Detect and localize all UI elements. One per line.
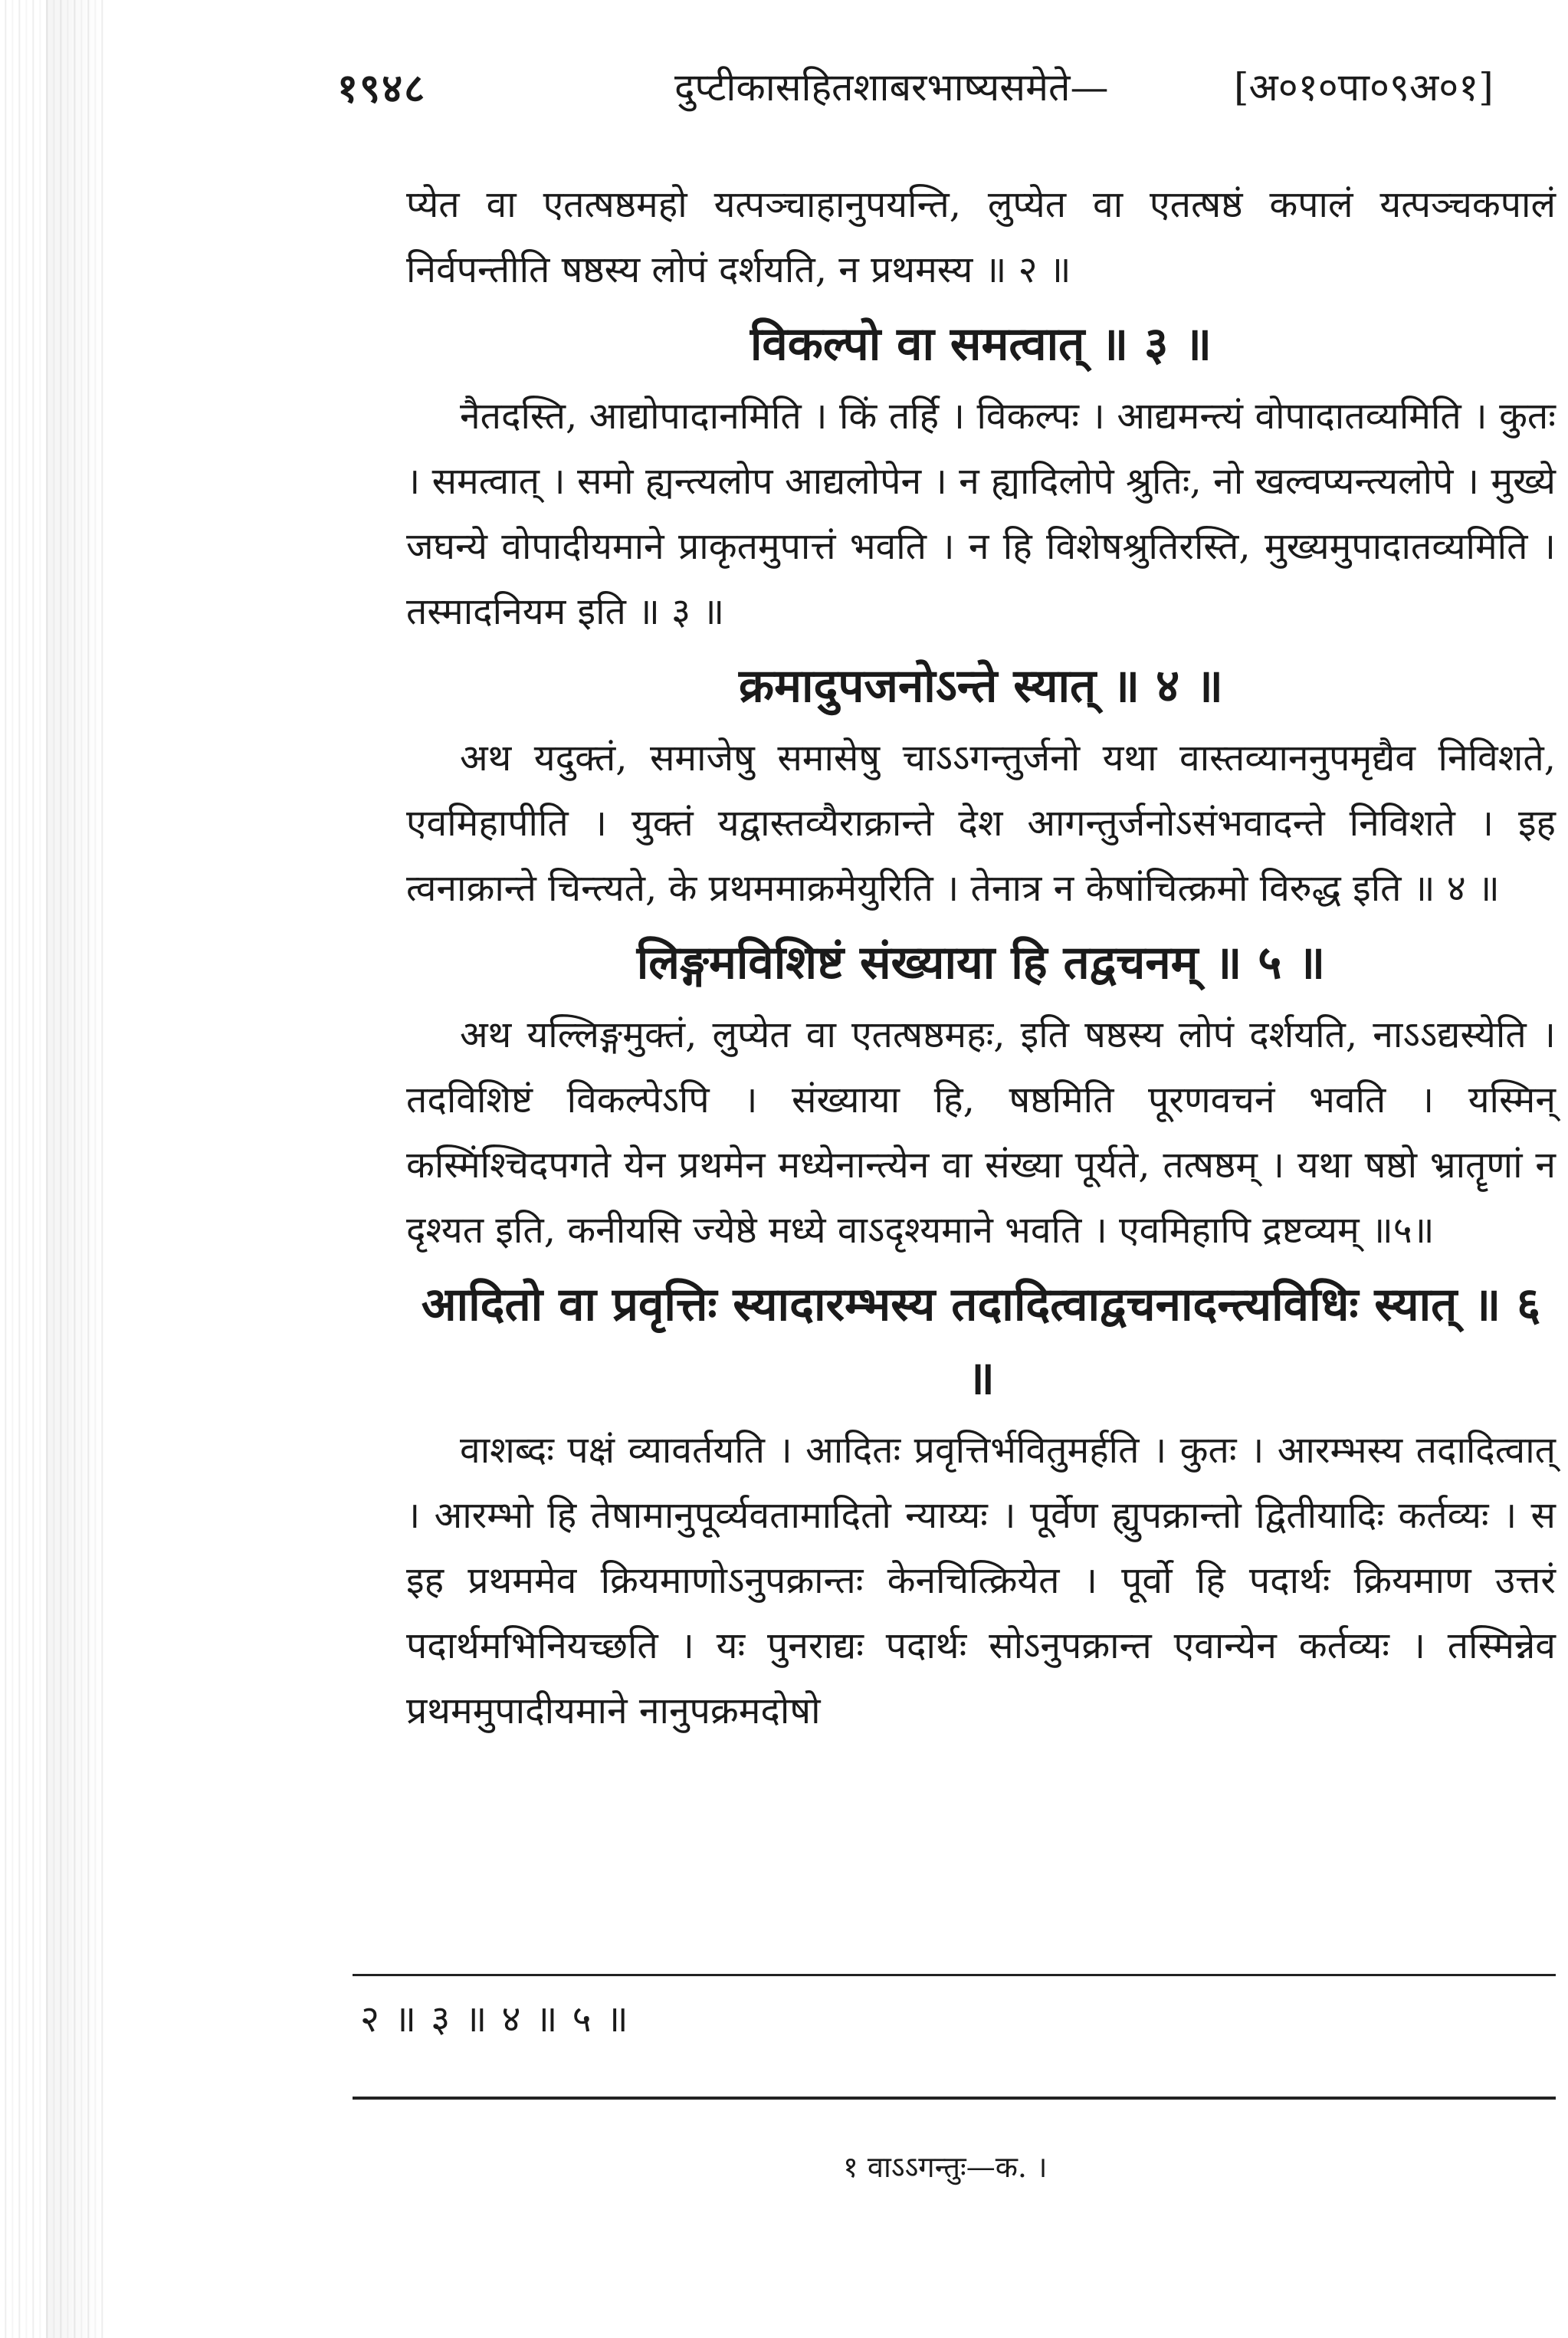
text-paragraph: अथ यल्लिङ्गमुक्तं, लुप्येत वा एतत्षष्ठमहः, इति षष्ठस्य लोपं दर्शयति, नाऽऽद्यस्येति । तदविशिष्टं विकल्पेऽपि । संख्याया हि, षष्ठमिति पूरणवचनं भवति । यस्मिन् कस्मिंश्चिदपगते येन प्रथमेन मध्येनान्त्येन वा संख्या पूर्यते, तत्षष्ठम् । यथा षष्ठो भ्रातॄणां न दृश्यत इति, कनीयसि ज्येष्ठे मध्ये वाऽदृश्यमाने भवति । एवमिहापि द्रष्टव्यम् ॥५॥: [406, 1013, 1556, 1252]
sutra-heading: विकल्पो वा समत्वात् ॥ ३ ॥: [750, 317, 1212, 371]
binding-shadow: [0, 0, 107, 2338]
footer-rule-top: [353, 1974, 1556, 1976]
text-paragraph: नैतदस्ति, आद्योपादानमिति । किं तर्हि । विकल्पः । आद्यमन्त्यं वोपादातव्यमिति । कुतः । समत्वात् । समो ह्यन्त्यलोप आद्यलोपेन । न ह्यादिलोपे श्रुतिः, नो खल्वप्यन्त्यलोपे । मुख्ये जघन्ये वोपादीयमाने प्राकृतमुपात्तं भवति । न हि विशेषश्रुतिरस्ति, मुख्यमुपादातव्यमिति । तस्मादनियम इति ॥ ३ ॥: [406, 395, 1556, 633]
footnote: १ वाऽऽगन्तुः—क. ।: [843, 2150, 1048, 2184]
main-text: [406, 172, 1556, 1744]
text-paragraph: अथ यदुक्तं, समाजेषु समासेषु चाऽऽगन्तुर्जनो यथा वास्तव्याननुपमृद्यैव निविशते, एवमिहापीति । युक्तं यद्वास्तव्यैराक्रान्ते देश आगन्तुर्जनोऽसंभवादन्ते निविशते । इह त्वनाक्रान्ते चिन्त्यते, के प्रथममाक्रमेयुरिति । तेनात्र न केषांचित्क्रमो विरुद्ध इति ॥ ४ ॥: [406, 737, 1556, 910]
section-reference: [अ०१०पा०९अ०१]: [1234, 65, 1494, 110]
page-header: [337, 60, 1563, 144]
text-paragraph: प्येत वा एतत्षष्ठमहो यत्पञ्चाहानुपयन्ति, लुप्येत वा एतत्षष्ठं कपालं यत्पञ्चकपालं निर्वपन्तीति षष्ठस्य लोपं दर्शयति, न प्रथमस्य ॥ २ ॥: [406, 183, 1556, 291]
running-title: दुप्टीकासहितशाबरभाष्यसमेते—: [674, 65, 1109, 110]
sutra-heading: आदितो वा प्रवृत्तिः स्यादारम्भस्य तदादित्वाद्वचनादन्त्यविधिः स्यात् ॥ ६ ॥: [421, 1278, 1541, 1405]
text-paragraph: वाशब्दः पक्षं व्यावर्तयति । आदितः प्रवृत्तिर्भवितुमर्हति । कुतः । आरम्भस्य तदादित्वात् । आरम्भो हि तेषामानुपूर्व्यवतामादितो न्याय्यः । पूर्वेण ह्युपक्रान्तो द्वितीयादिः कर्तव्यः । स इह प्रथममेव क्रियमाणोऽनुपक्रान्तः केनचित्क्रियेत । पूर्वो हि पदार्थः क्रियमाण उत्तरं पदार्थमभिनियच्छति । यः पुनराद्यः पदार्थः सोऽनुपक्रान्त एवान्येन कर्तव्यः । तस्मिन्नेव प्रथममुपादीयमाने नानुपक्रमदोषो: [406, 1429, 1556, 1732]
page-number: १९४८: [337, 65, 427, 112]
footer-references: २ ॥ ३ ॥ ४ ॥ ५ ॥: [360, 1998, 630, 2041]
sutra-heading: लिङ्गमविशिष्टं संख्याया हि तद्वचनम् ॥ ५ ॥: [636, 936, 1326, 990]
sutra-heading: क्रमादुपजनोऽन्ते स्यात् ॥ ४ ॥: [738, 659, 1223, 713]
footer-rule-bottom: [353, 2097, 1556, 2100]
